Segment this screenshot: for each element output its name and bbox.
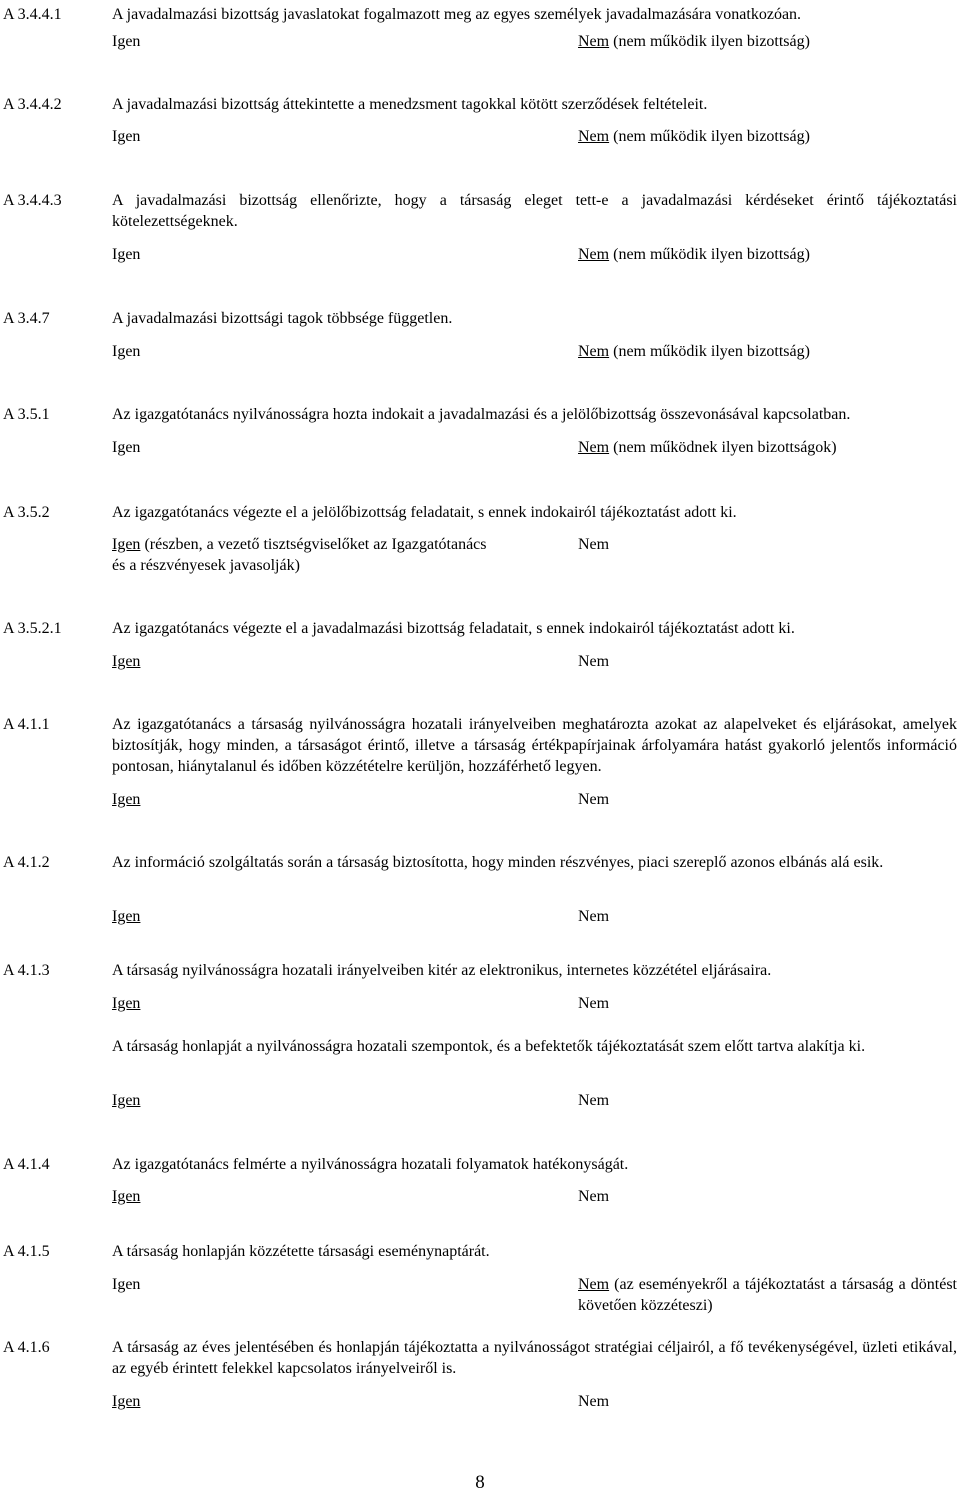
answer-row — [0, 31, 960, 73]
yes-option — [112, 906, 140, 927]
section-code: A 3.5.2 — [3, 504, 50, 521]
section-code: A 4.1.2 — [3, 854, 50, 871]
answer-row — [0, 126, 960, 168]
section-code: A 3.5.1 — [3, 406, 50, 423]
selected-answer-marker: Igen — [112, 791, 141, 808]
yes-option — [112, 534, 487, 576]
yes-option — [112, 1186, 140, 1207]
answer-row — [0, 651, 960, 693]
section-code: A 4.1.3 — [3, 962, 50, 979]
no-note: (nem működnek ilyen bizottságok) — [613, 439, 837, 456]
no-option: Nem — [578, 995, 610, 1012]
answer-row — [0, 534, 960, 576]
section-text: A társaság az éves jelentésében és honlapján tájékoztatta a nyilvánosságot stratégiai céljairól, a fő tevékenységével, üzleti etikával, az egyéb érintett felekkel kapcsolatos irányelveiről is. — [112, 1339, 957, 1377]
section-code: A 3.4.4.2 — [3, 96, 62, 113]
selected-answer-marker: Nem — [578, 33, 610, 50]
no-option: Nem — [578, 791, 610, 808]
section-text: A társaság honlapját a nyilvánosságra hozatali szempontok, és a befektetők tájékoztatását szem előtt tartva alakítja ki. — [112, 1038, 866, 1055]
section-text: Az igazgatótanács a társaság nyilvánosságra hozatali irányelveiben meghatározta azokat az alapelveket és eljárásokat, amelyek biztosítják, hogy minden, a társaságot érintő, illetve a társaság értékpapírjainak árfolyamára hatást gyakorló jelentős információ pontosan, hiánytalanul és időben közzétételre kerüljön, hozzáférhető legyen. — [112, 716, 957, 775]
yes-option: Igen — [112, 439, 141, 456]
no-option — [578, 437, 837, 458]
answer-row — [0, 437, 960, 479]
section-code: A 4.1.6 — [3, 1339, 50, 1356]
no-option — [578, 341, 810, 362]
answer-row — [0, 1274, 960, 1316]
selected-answer-marker: Igen — [112, 1393, 141, 1410]
section-text: A javadalmazási bizottság áttekintette a menedzsment tagokkal kötött szerződések feltételeit. — [112, 96, 708, 113]
no-option: Nem — [578, 1188, 610, 1205]
selected-answer-marker: Igen — [112, 908, 141, 925]
yes-option: Igen — [112, 343, 141, 360]
no-option: Nem — [578, 536, 610, 553]
section-text: A javadalmazási bizottsági tagok többsége független. — [112, 310, 453, 327]
answer-row — [0, 993, 960, 1035]
selected-answer-marker: Igen — [112, 1188, 141, 1205]
yes-option: Igen — [112, 33, 141, 50]
section-text: Az igazgatótanács nyilvánosságra hozta indokait a javadalmazási és a jelölőbizottság összevonásával kapcsolatban. — [112, 406, 851, 423]
answer-row — [0, 1391, 960, 1433]
yes-option — [112, 789, 140, 810]
answer-row — [0, 906, 960, 948]
section-text: A javadalmazási bizottság ellenőrizte, hogy a társaság eleget tett-e a javadalmazási kérdéseket érintő tájékoztatási kötelezettségeknek. — [112, 192, 957, 230]
yes-note: (részben, a vezető tisztségviselőket az Igazgatótanács — [144, 536, 487, 553]
section-code: A 3.4.7 — [3, 310, 50, 327]
no-option — [578, 126, 810, 147]
answer-row — [0, 1186, 960, 1228]
yes-option — [112, 993, 140, 1014]
selected-answer-marker: Igen — [112, 653, 141, 670]
answer-row — [0, 244, 960, 286]
no-note: (nem működik ilyen bizottság) — [613, 128, 810, 145]
section-text: Az információ szolgáltatás során a társaság biztosította, hogy minden részvényes, piaci szereplő azonos elbánás alá esik. — [112, 854, 884, 871]
yes-option: Igen — [112, 246, 141, 263]
yes-option: Igen — [112, 128, 141, 145]
selected-answer-marker: Igen — [112, 1092, 141, 1109]
selected-answer-marker: Nem — [578, 128, 610, 145]
yes-option — [112, 1391, 140, 1412]
no-option: Nem — [578, 653, 610, 670]
no-option — [578, 31, 810, 52]
section-text: A javadalmazási bizottság javaslatokat fogalmazott meg az egyes személyek javadalmazására vonatkozóan. — [112, 6, 802, 23]
selected-answer-marker: Igen — [112, 995, 141, 1012]
no-option — [578, 1274, 957, 1316]
section-code: A 4.1.5 — [3, 1243, 50, 1260]
selected-answer-marker: Nem — [578, 439, 610, 456]
answer-row — [0, 1090, 960, 1132]
section-text: Az igazgatótanács végezte el a jelölőbizottság feladatait, s ennek indokairól tájékoztatást adott ki. — [112, 504, 737, 521]
section-code: A 3.4.4.3 — [3, 192, 62, 209]
section-code: A 4.1.4 — [3, 1156, 50, 1173]
yes-option — [112, 651, 140, 672]
no-note: (nem működik ilyen bizottság) — [613, 343, 810, 360]
selected-answer-marker: Nem — [578, 246, 610, 263]
section-code: A 4.1.1 — [3, 716, 50, 733]
section-text: Az igazgatótanács felmérte a nyilvánosságra hozatali folyamatok hatékonyságát. — [112, 1156, 629, 1173]
selected-answer-marker: Igen — [112, 536, 141, 553]
page-number: 8 — [475, 1472, 485, 1493]
answer-row — [0, 789, 960, 831]
yes-option: Igen — [112, 1276, 141, 1293]
answer-row — [0, 341, 960, 383]
no-option — [578, 244, 810, 265]
selected-answer-marker: Nem — [578, 343, 610, 360]
section-text: A társaság honlapján közzétette társasági eseménynaptárát. — [112, 1243, 490, 1260]
no-note: (nem működik ilyen bizottság) — [613, 33, 810, 50]
yes-note: és a részvényesek javasolják) — [112, 557, 300, 574]
section-text: A társaság nyilvánosságra hozatali irányelveiben kitér az elektronikus, internetes közzététel eljárásaira. — [112, 962, 772, 979]
section-code: A 3.5.2.1 — [3, 620, 62, 637]
no-option: Nem — [578, 1092, 610, 1109]
yes-option — [112, 1090, 140, 1111]
no-note: (nem működik ilyen bizottság) — [613, 246, 810, 263]
section-code: A 3.4.4.1 — [3, 6, 62, 23]
no-option: Nem — [578, 908, 610, 925]
section-text: Az igazgatótanács végezte el a javadalmazási bizottság feladatait, s ennek indokairól tájékoztatást adott ki. — [112, 620, 795, 637]
selected-answer-marker: Nem — [578, 1276, 610, 1293]
no-note: (az eseményekről a tájékoztatást a társaság a döntést követően közzéteszi) — [578, 1276, 957, 1314]
no-option: Nem — [578, 1393, 610, 1410]
